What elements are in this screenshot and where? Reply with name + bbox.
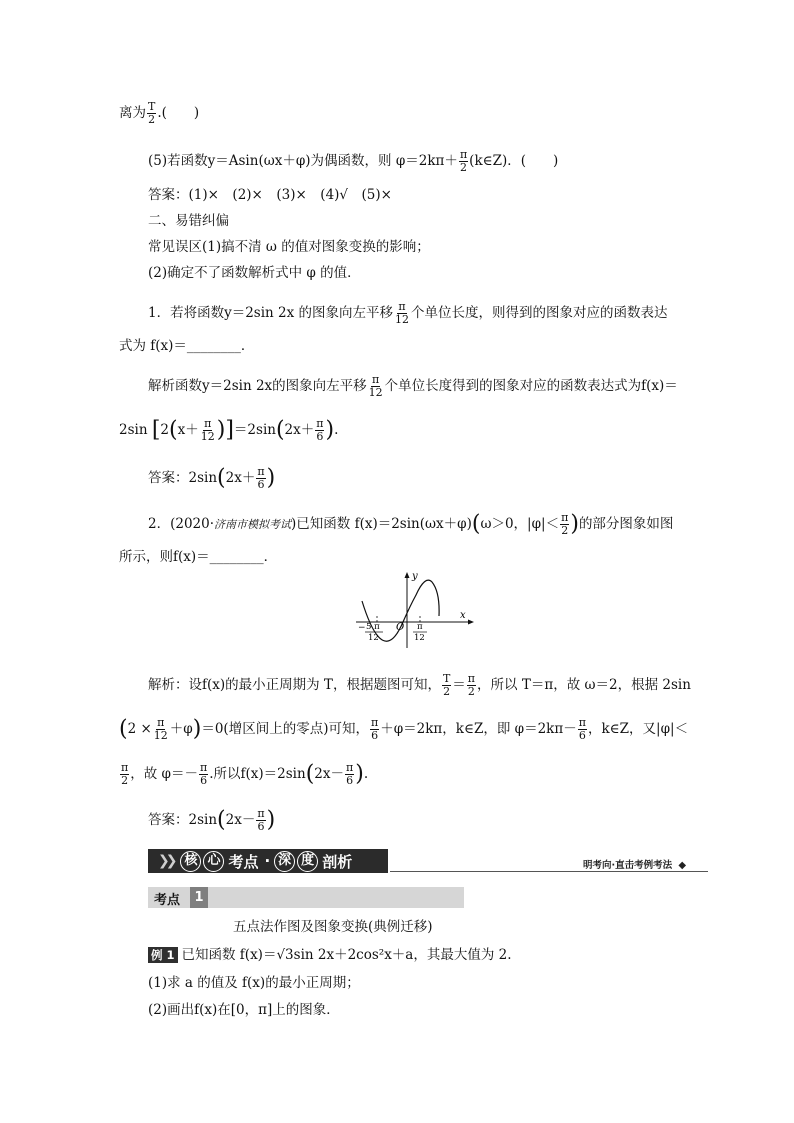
numerator: π <box>370 716 379 729</box>
y-axis-arrow <box>405 572 410 578</box>
banner-tagline <box>583 857 686 871</box>
text: 2x＋ <box>284 422 315 438</box>
paren: ( <box>305 761 315 787</box>
paren: ( <box>217 465 226 491</box>
paren: ) <box>355 761 364 787</box>
fraction <box>120 762 129 787</box>
denominator: 12 <box>368 386 383 399</box>
x-axis-arrow <box>468 620 474 625</box>
bracket: ] <box>225 417 234 443</box>
text: ，k∈Z，又|φ|＜ <box>587 721 689 737</box>
paren: ( <box>471 511 481 537</box>
numerator: π <box>345 761 354 774</box>
text: ，故 φ＝－ <box>130 766 198 782</box>
kaodian-label: 考点 <box>154 893 181 908</box>
text: 答案：2sin <box>148 470 218 486</box>
numerator: π <box>372 373 380 386</box>
text: 已知函数 f(x)＝√3sin 2x＋2cos²x＋a，其最大值为 2. <box>181 947 512 963</box>
text: 2sin <box>119 422 148 438</box>
numerator: π <box>204 417 212 430</box>
fraction <box>442 673 451 698</box>
sine-graph <box>350 568 480 650</box>
numerator: π <box>561 511 569 524</box>
denominator: 6 <box>578 729 586 742</box>
text: ω＞0，|φ|＜ <box>480 516 560 532</box>
text: 2x－ <box>225 812 256 828</box>
subsection-title: 五点法作图及图象变换(典例迁移) <box>233 919 433 935</box>
diamond-icon: ◆ <box>678 860 687 871</box>
banner-char: 心 <box>203 851 224 872</box>
text: 2 <box>160 422 170 438</box>
text: . <box>363 766 369 782</box>
banner-char: 度 <box>297 851 318 872</box>
solution-2-line-1 <box>148 673 691 698</box>
example-1 <box>148 946 512 964</box>
solution-2-line-2 <box>119 717 688 742</box>
text: 的部分图象如图 <box>578 516 674 532</box>
text: . <box>334 422 339 438</box>
misconception-line-2: (2)确定不了函数解析式中 φ 的值． <box>148 265 361 281</box>
paren: ( <box>275 417 285 443</box>
left-tick-den: 12 <box>368 633 379 643</box>
fraction <box>370 717 379 742</box>
paren: ( <box>217 807 226 833</box>
fraction <box>256 466 265 491</box>
fraction <box>345 762 354 787</box>
numerator: π <box>157 716 165 729</box>
text: ，所以 T＝π，故 ω＝2，根据 2sin <box>477 677 691 693</box>
text: 离为 <box>119 105 146 121</box>
numerator: π <box>199 761 208 774</box>
denominator: 6 <box>371 729 379 742</box>
denominator: 6 <box>346 774 354 787</box>
paren: ( <box>169 417 178 443</box>
banner-char: 深 <box>274 851 295 872</box>
text: .所以f(x)＝2sin <box>209 766 306 782</box>
denominator: 6 <box>257 478 265 491</box>
source-label: 济南市模拟考试 <box>214 518 292 531</box>
numerator: π <box>316 417 324 430</box>
fraction <box>394 301 410 326</box>
numerator: π <box>459 148 468 161</box>
right-tick-num: π <box>417 622 423 632</box>
text: )已知函数 f(x)＝2sin(ωx＋φ) <box>291 516 472 532</box>
solution-1-line-2 <box>119 418 338 443</box>
origin-label: O <box>396 622 405 633</box>
fraction <box>467 673 476 698</box>
left-tick-num: 5 π <box>366 622 380 632</box>
solution-1-line-1 <box>148 374 678 399</box>
tagline-text: 明考向·直击考例考法 <box>583 860 673 871</box>
x-label: x <box>460 610 466 621</box>
denominator: 2 <box>443 685 451 698</box>
fraction <box>256 808 265 833</box>
fraction <box>578 717 587 742</box>
solution-2-line-3 <box>119 762 368 787</box>
numerator: π <box>398 300 406 313</box>
denominator: 12 <box>395 313 410 326</box>
denominator: 2 <box>460 161 468 174</box>
misconception-line-1: 常见误区(1)搞不清 ω 的值对图象变换的影响； <box>148 239 430 255</box>
text: ＝2sin <box>233 422 276 438</box>
y-label: y <box>412 571 418 582</box>
text: x＋ <box>177 422 199 438</box>
denominator: 6 <box>200 774 208 787</box>
text: .( ) <box>157 105 200 121</box>
denominator: 12 <box>153 729 168 742</box>
bracket: [ <box>151 417 161 443</box>
question-1-line-2: 式为 f(x)＝________． <box>119 338 255 354</box>
section-heading: 二、易错纠偏 <box>148 213 229 229</box>
fraction <box>560 512 569 537</box>
fraction <box>200 418 216 443</box>
text: 2 × <box>127 721 152 737</box>
numerator: π <box>578 716 586 729</box>
answer-line: 答案：(1)× (2)× (3)× (4)√ (5)× <box>148 187 392 203</box>
text: 答案：2sin <box>148 812 218 828</box>
paren: ) <box>192 716 202 742</box>
banner-char: 核 <box>180 851 201 872</box>
denominator: 2 <box>561 524 569 537</box>
numerator: π <box>257 807 265 820</box>
text: ＋φ＝2kπ，k∈Z，即 φ＝2kπ－ <box>380 721 577 737</box>
paren: ) <box>325 417 335 443</box>
chevron-icon: ❯❯ <box>158 853 174 869</box>
numerator: T <box>148 100 156 113</box>
text: ＝ <box>452 677 466 693</box>
numerator: T <box>442 672 451 685</box>
judgement-item-5 <box>148 149 558 174</box>
left-tick-sign: − <box>358 623 366 633</box>
answer-2 <box>148 808 275 833</box>
fraction <box>199 762 208 787</box>
banner-text: 考点 <box>228 852 259 871</box>
fraction <box>368 374 384 399</box>
question-2-line-1 <box>148 512 673 537</box>
denominator: 6 <box>316 430 324 443</box>
text: 解析：设f(x)的最小正周期为 T，根据题图可知， <box>148 677 441 693</box>
text: 1．若将函数y＝2sin 2x 的图象向左平移 <box>148 305 394 321</box>
text: (5)若函数y＝Asin(ωx＋φ)为偶函数，则 φ＝2kπ＋ <box>148 153 458 169</box>
question-1-line-1 <box>148 301 668 326</box>
fraction <box>315 418 324 443</box>
paren: ( <box>119 716 128 742</box>
denominator: 6 <box>257 820 265 833</box>
right-tick-den: 12 <box>414 633 425 643</box>
denominator: 2 <box>148 113 156 126</box>
numerator: π <box>257 465 265 478</box>
text: 2x＋ <box>225 470 256 486</box>
answer-1 <box>148 466 275 491</box>
denominator: 2 <box>467 685 475 698</box>
paren: ) <box>216 417 226 443</box>
banner-text: 剖析 <box>322 852 353 871</box>
text: 解析函数y＝2sin 2x的图象向左平移 <box>148 378 367 394</box>
section-banner <box>148 849 388 873</box>
example-part-1: (1)求 a 的值及 f(x)的最小正周期； <box>148 975 360 991</box>
denominator: 12 <box>200 430 215 443</box>
numerator: π <box>121 761 129 774</box>
text: 个单位长度，则得到的图象对应的函数表达 <box>411 305 668 321</box>
fraction <box>147 101 156 126</box>
text: 2．(2020· <box>148 516 215 532</box>
text: 2x－ <box>314 766 344 782</box>
example-part-2: (2)画出f(x)在[0，π]上的图象． <box>148 1002 340 1018</box>
fraction <box>153 717 169 742</box>
example-tag: 例 1 <box>148 947 178 963</box>
judgement-item-4-tail <box>119 101 199 126</box>
banner-rule <box>390 871 708 872</box>
paren: ) <box>266 465 276 491</box>
fraction <box>459 149 468 174</box>
kaodian-bar <box>148 887 464 908</box>
paren: ) <box>266 807 276 833</box>
text: (k∈Z)．( ) <box>469 153 559 169</box>
numerator: π <box>467 672 476 685</box>
banner-dot: · <box>264 852 271 870</box>
text: ＝0(增区间上的零点)可知， <box>201 721 369 737</box>
text: ＋φ <box>169 721 193 737</box>
denominator: 2 <box>121 774 129 787</box>
paren: ) <box>570 511 579 537</box>
kaodian-number: 1 <box>190 887 208 908</box>
text: 个单位长度得到的图象对应的函数表达式为f(x)＝ <box>384 378 678 394</box>
question-2-line-2: 所示，则f(x)＝________． <box>119 549 278 565</box>
